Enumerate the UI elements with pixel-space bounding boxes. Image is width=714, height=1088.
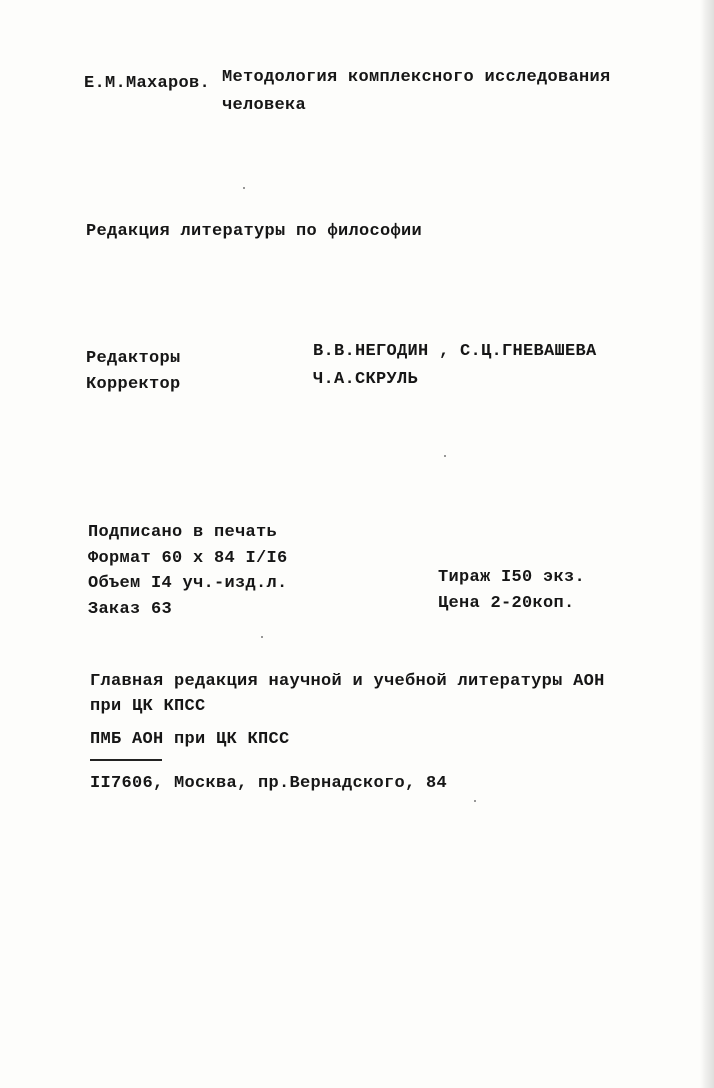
press-name: ПМБ АОН при ЦК КПСС bbox=[90, 730, 290, 749]
print-run: Тираж I50 экз. bbox=[438, 568, 586, 587]
paper-speck bbox=[261, 636, 263, 638]
volume-info: Объем I4 уч.-изд.л. bbox=[88, 574, 288, 593]
order-number: Заказ 63 bbox=[88, 600, 173, 619]
proofreader-name: Ч.А.СКРУЛЬ bbox=[313, 370, 419, 389]
proofreader-label: Корректор bbox=[86, 375, 181, 394]
editors-names: В.В.НЕГОДИН , С.Ц.ГНЕВАШЕВА bbox=[313, 342, 597, 361]
author-name: Е.М.Махаров. bbox=[84, 74, 211, 93]
book-title-line-1: Методология комплексного исследования bbox=[222, 68, 611, 87]
paper-speck bbox=[474, 800, 476, 802]
divider-line bbox=[90, 759, 162, 761]
book-title-line-2: человека bbox=[222, 96, 307, 115]
paper-speck bbox=[243, 187, 245, 189]
publisher-line-1: Главная редакция научной и учебной литературы АОН bbox=[90, 672, 605, 691]
editorial-office: Редакция литературы по философии bbox=[86, 222, 423, 241]
signed-for-print: Подписано в печать bbox=[88, 523, 278, 542]
page-edge-shadow bbox=[700, 0, 714, 1088]
publisher-address: II7606, Москва, пр.Вернадского, 84 bbox=[90, 774, 448, 793]
publisher-line-2: при ЦК КПСС bbox=[90, 697, 206, 716]
editors-label: Редакторы bbox=[86, 349, 181, 368]
format-info: Формат 60 x 84 I/I6 bbox=[88, 549, 288, 568]
price-info: Цена 2-20коп. bbox=[438, 594, 575, 613]
paper-speck bbox=[444, 455, 446, 457]
